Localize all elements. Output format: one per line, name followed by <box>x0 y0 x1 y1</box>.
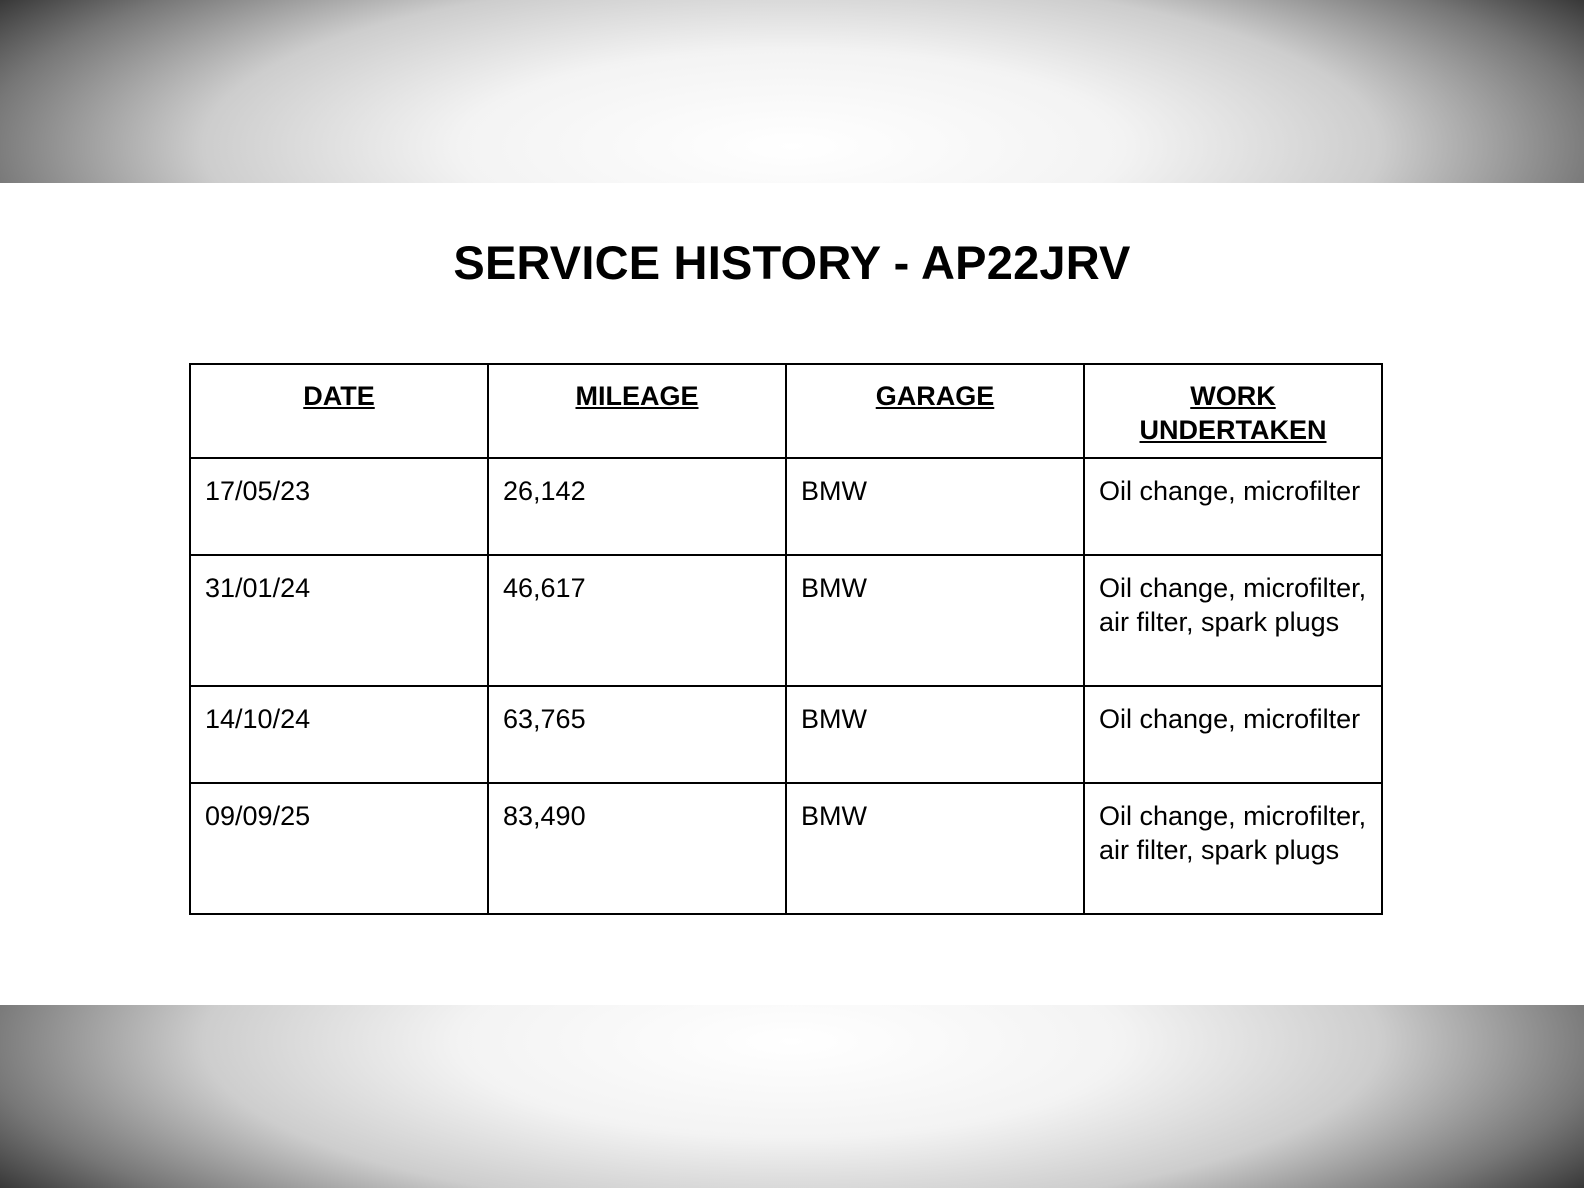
header-date: DATE <box>190 364 488 458</box>
table-row <box>190 783 1382 914</box>
table-header-row <box>190 364 1382 458</box>
bottom-vignette-band <box>0 1005 1584 1188</box>
cell-garage: BMW <box>786 458 1084 555</box>
top-vignette-band <box>0 0 1584 183</box>
cell-date: 14/10/24 <box>190 686 488 783</box>
header-mileage: MILEAGE <box>488 364 786 458</box>
document-page <box>0 183 1584 1005</box>
cell-work: Oil change, microfilter, air filter, spark plugs <box>1084 783 1382 914</box>
cell-mileage: 63,765 <box>488 686 786 783</box>
cell-mileage: 46,617 <box>488 555 786 686</box>
cell-garage: BMW <box>786 686 1084 783</box>
service-history-table <box>189 363 1383 915</box>
cell-garage: BMW <box>786 555 1084 686</box>
table-row <box>190 686 1382 783</box>
table-row <box>190 458 1382 555</box>
header-garage: GARAGE <box>786 364 1084 458</box>
cell-work: Oil change, microfilter, air filter, spark plugs <box>1084 555 1382 686</box>
cell-work: Oil change, microfilter <box>1084 458 1382 555</box>
cell-date: 17/05/23 <box>190 458 488 555</box>
cell-date: 31/01/24 <box>190 555 488 686</box>
cell-mileage: 26,142 <box>488 458 786 555</box>
header-work-undertaken: WORK UNDERTAKEN <box>1084 364 1382 458</box>
page-title: SERVICE HISTORY - AP22JRV <box>453 236 1131 289</box>
table-row <box>190 555 1382 686</box>
cell-mileage: 83,490 <box>488 783 786 914</box>
cell-garage: BMW <box>786 783 1084 914</box>
cell-work: Oil change, microfilter <box>1084 686 1382 783</box>
cell-date: 09/09/25 <box>190 783 488 914</box>
